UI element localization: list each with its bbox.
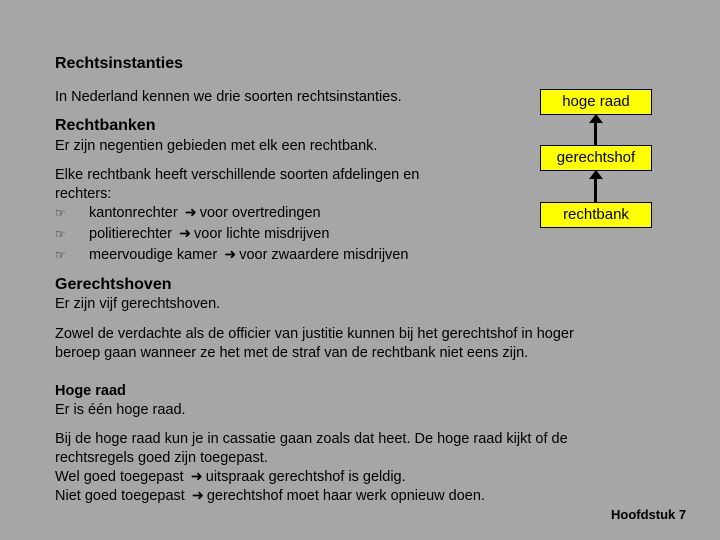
arrow-right-icon: ➜ [190, 469, 203, 485]
gerechtshoven-line3: beroep gaan wanneer ze het met de straf van de rechtbank niet eens zijn. [55, 345, 529, 361]
list-item: ☞ politierechter ➜ voor lichte misdrijven [55, 224, 329, 245]
pointing-hand-icon: ☞ [55, 248, 66, 262]
arrow-up-line [594, 120, 597, 145]
hoge-raad-line5: Niet goed toegepast ➜ gerechtshof moet haar werk opnieuw doen. [55, 486, 485, 507]
arrow-right-icon: ➜ [178, 226, 192, 242]
list-item: ☞ kantonrechter ➜ voor overtredingen [55, 203, 321, 224]
pointing-hand-icon: ☞ [55, 206, 66, 220]
hoge-raad-line4: Wel goed toegepast ➜ uitspraak gerechtshof is geldig. [55, 467, 406, 488]
gerechtshoven-line2: Zowel de verdachte als de officier van justitie kunnen bij het gerechtshof in hoger [55, 326, 574, 342]
arrow-right-icon: ➜ [184, 205, 197, 221]
footer-chapter: Hoofdstuk 7 [611, 507, 687, 522]
hoge-raad-line1: Er is één hoge raad. [55, 402, 186, 418]
hoge-raad-box: hoge raad [540, 89, 652, 115]
page-title: Rechtsinstanties [55, 55, 184, 72]
pointing-hand-icon: ☞ [55, 227, 66, 241]
intro-text: In Nederland kennen we drie soorten rechtsinstanties. [55, 89, 402, 105]
gerechtshoven-heading: Gerechtshoven [55, 276, 172, 293]
gerechtshoven-line1: Er zijn vijf gerechtshoven. [55, 296, 221, 312]
rechtbanken-line3: rechters: [55, 186, 112, 202]
rechtbanken-line1: Er zijn negentien gebieden met elk een rechtbank. [55, 138, 378, 154]
rechtbank-box: rechtbank [540, 202, 652, 228]
arrow-up-icon [589, 170, 603, 179]
gerechtshof-box: gerechtshof [540, 145, 652, 171]
arrow-up-icon [589, 114, 603, 123]
rechtbanken-heading: Rechtbanken [55, 117, 156, 134]
arrow-up-line [594, 176, 597, 202]
hoge-raad-heading: Hoge raad [55, 383, 126, 399]
arrow-right-icon: ➜ [191, 488, 204, 504]
hoge-raad-line3: rechtsregels goed zijn toegepast. [55, 450, 268, 466]
rechtbanken-line2: Elke rechtbank heeft verschillende soorten afdelingen en [55, 167, 420, 183]
hoge-raad-line2: Bij de hoge raad kun je in cassatie gaan zoals dat heet. De hoge raad kijkt of de [55, 431, 568, 447]
list-item: ☞ meervoudige kamer ➜ voor zwaardere misdrijven [55, 245, 408, 266]
arrow-right-icon: ➜ [224, 247, 237, 263]
